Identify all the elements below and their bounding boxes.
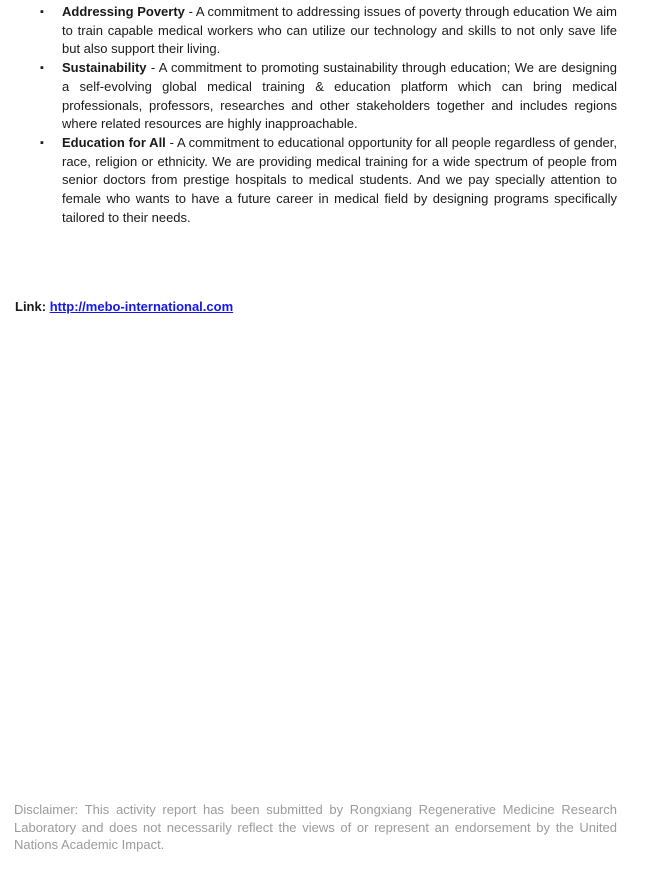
disclaimer-text: Disclaimer: This activity report has been submitted by Rongxiang Regenerative Medicine Research Laboratory and does not necessarily reflect the views of or represent an endorsement by the United Nations Academic Impact.: [14, 802, 617, 853]
link-row: [15, 297, 233, 316]
bullet-term: Addressing Poverty: [62, 4, 185, 19]
commitment-list: [40, 3, 617, 227]
list-item-education-for-all: [40, 134, 617, 228]
list-item-sustainability: [40, 59, 617, 134]
mebo-international-link[interactable]: http://mebo-international.com: [49, 299, 234, 314]
bullet-term: Sustainability: [62, 60, 147, 76]
bullet-square-icon: ▪: [40, 136, 44, 149]
bullet-text: - A commitment to promoting sustainability through education; We are designing a self-evolving global medical training & education platform which can bring medical professionals, professors, researches and other stakeholders together and includes regions where related resources are highly inapproachable.: [62, 60, 617, 132]
bullet-text: - A commitment to educational opportunity for all people regardless of gender, race, religion or ethnicity. We are providing medical training for a wide spectrum of people from senior doctors from prestige hospitals to medical students. And we pay specially attention to female who wants to have a future career in medical field by designing programs specifically tailored to their needs.: [62, 134, 617, 225]
bullet-term: Education for All: [62, 134, 166, 150]
bullet-square-icon: ▪: [40, 6, 44, 18]
list-item-addressing-poverty: [40, 3, 617, 59]
bullet-square-icon: ▪: [40, 62, 44, 75]
link-label: Link:: [15, 299, 47, 314]
bullet-text: - A commitment to addressing issues of poverty through education We aim to train capable medical workers who can utilize our technology and skills to not only save life but also support their living.: [62, 4, 617, 57]
